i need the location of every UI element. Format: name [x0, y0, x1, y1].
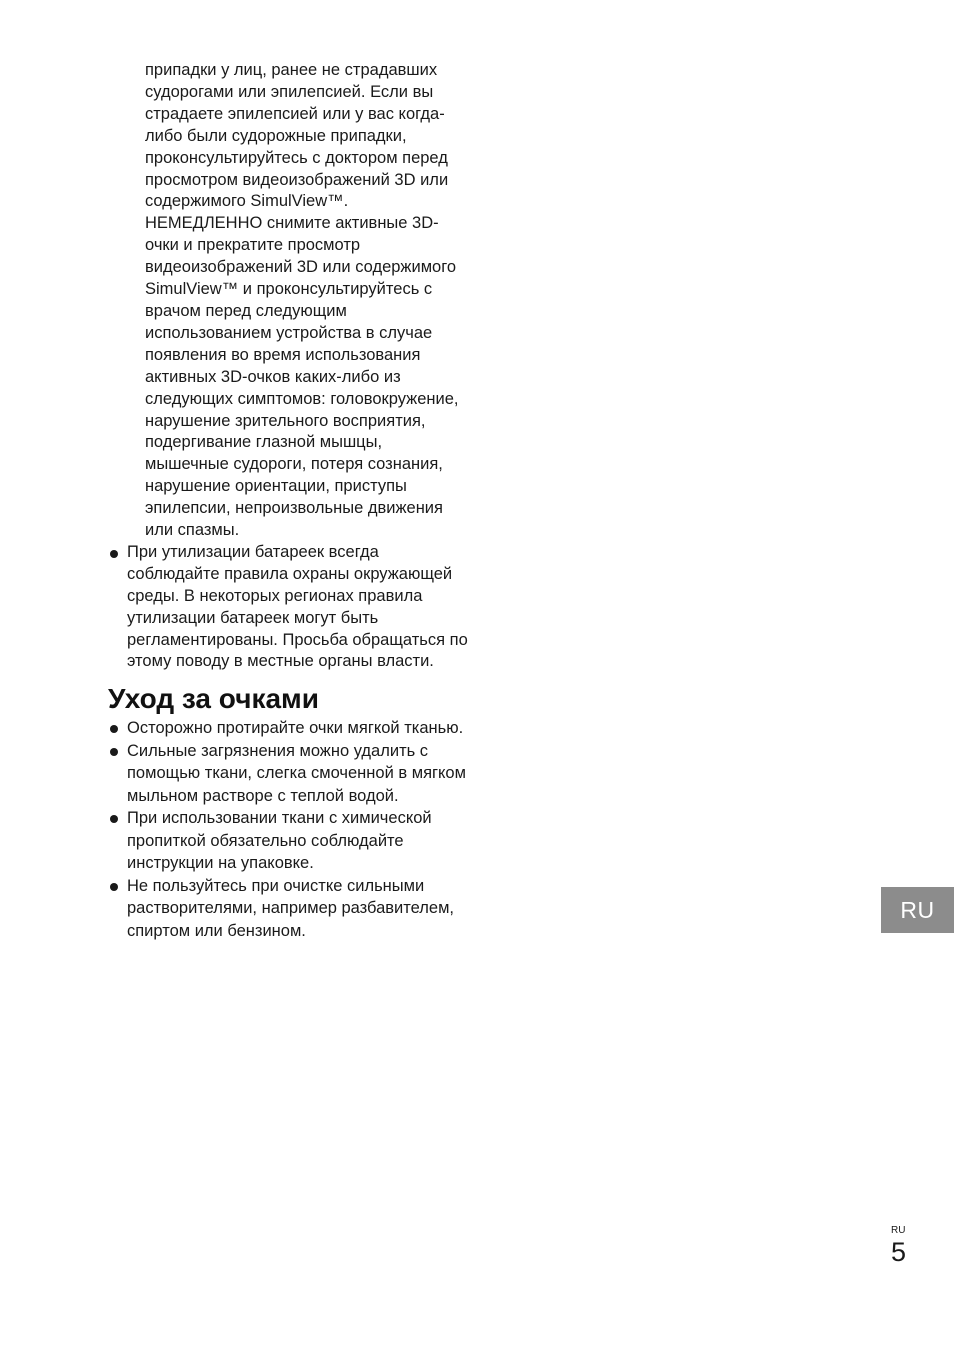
main-text-column [108, 60, 470, 942]
care-item-text: При использовании ткани с химической пропиткой обязательно соблюдайте инструкции на упаковке. [127, 809, 432, 873]
page-number: 5 [891, 1237, 907, 1267]
bullet-icon [110, 725, 118, 733]
bullet-icon [110, 815, 118, 823]
list-item [108, 807, 470, 875]
care-item-text: Не пользуйтесь при очистке сильными растворителями, например разбавителем, спиртом или бензином. [127, 876, 455, 940]
care-item-text: Сильные загрязнения можно удалить с помощью ткани, слегка смоченной в мягком мыльном растворе с теплой водой. [127, 741, 466, 805]
list-item [108, 740, 470, 808]
battery-note-list [108, 542, 470, 673]
list-item [108, 542, 470, 673]
warning-paragraph-seizures: припадки у лиц, ранее не страдавших судорогами или эпилепсией. Если вы страдаете эпилепсией или у вас когда-либо были судорожные припадки, проконсультируйтесь с доктором перед просмотром видеоизображений 3D или содержимого SimulView™. [145, 61, 449, 211]
warning-continuation [145, 60, 470, 542]
bullet-icon [110, 748, 118, 756]
bullet-icon [110, 883, 118, 891]
battery-note-text: При утилизации батареек всегда соблюдайте правила охраны окружающей среды. В некоторых регионах правила утилизации батареек могут быть регламентированы. Просьба обращаться по этому поводу в местные органы власти. [127, 542, 468, 671]
bullet-icon [110, 550, 118, 558]
page-footer [891, 1225, 921, 1267]
list-item [108, 717, 470, 740]
language-tab: RU [881, 887, 954, 933]
page-lang-code: RU [891, 1225, 906, 1236]
list-item [108, 875, 470, 943]
glasses-care-list [108, 717, 470, 942]
warning-paragraph-symptoms: НЕМЕДЛЕННО снимите активные 3D-очки и прекратите просмотр видеоизображений 3D или содержимого SimulView™ и проконсультируйтесь с врачом перед следующим использованием устройства в случае появления во время использования активных 3D-очков каких-либо из следующих симптомов: головокружение, нарушение зрительного восприятия, подергивание глазной мышцы, мышечные судороги, потеря сознания, нарушение ориентации, приступы эпилепсии, непроизвольные движения или спазмы. [145, 214, 459, 540]
care-item-text: Осторожно протирайте очки мягкой тканью. [127, 719, 464, 738]
section-heading-glasses-care: Уход за очками [108, 683, 319, 715]
